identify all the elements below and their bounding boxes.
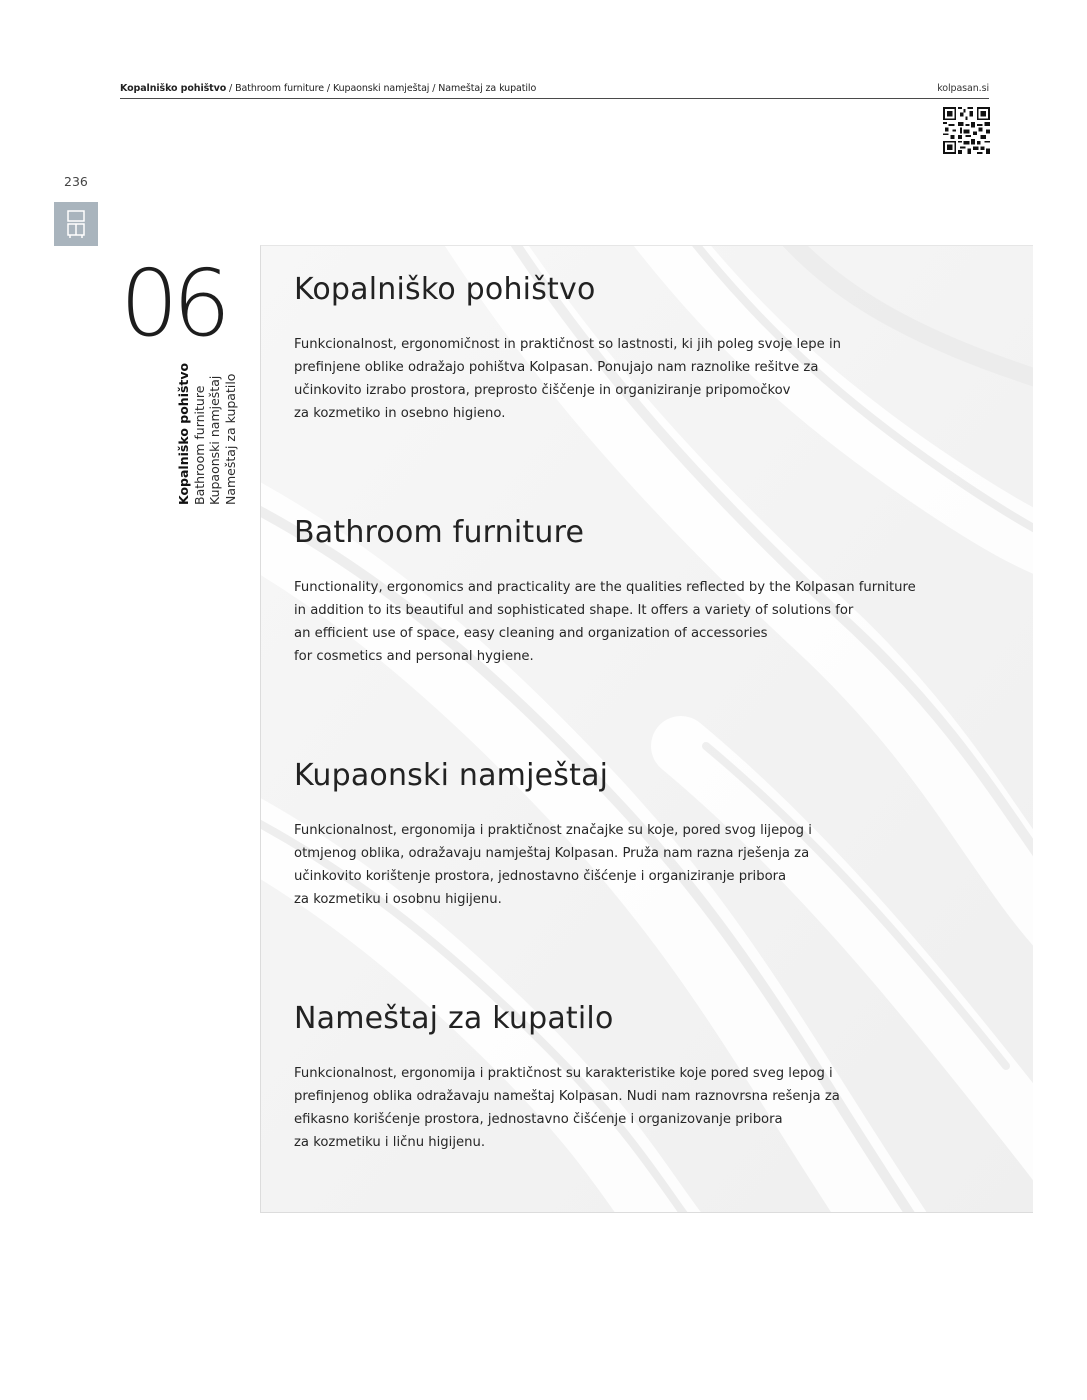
breadcrumb bbox=[120, 83, 536, 94]
page-number: 236 bbox=[64, 174, 88, 189]
bathroom-cabinet-icon bbox=[54, 202, 98, 246]
qr-code-icon[interactable] bbox=[943, 107, 990, 154]
breadcrumb-rest: / Bathroom furniture / Kupaonski namještaj / Nameštaj za kupatilo bbox=[226, 83, 537, 94]
website-link[interactable]: kolpasan.si bbox=[937, 83, 989, 94]
section-en bbox=[294, 515, 994, 668]
chapter-title-sr: Nameštaj za kupatilo bbox=[222, 373, 238, 505]
section-hr bbox=[294, 758, 994, 911]
section-title: Bathroom furniture bbox=[294, 515, 585, 550]
body-line: otmjenog oblika, odražavaju namještaj Kolpasan. Pruža nam razna rješenja za bbox=[294, 846, 810, 861]
category-badge bbox=[54, 202, 98, 246]
section-body bbox=[294, 819, 994, 911]
body-line: an efficient use of space, easy cleaning and organization of accessories bbox=[294, 626, 768, 641]
body-line: efikasno korišćenje prostora, jednostavno čišćenje i organizovanje pribora bbox=[294, 1112, 783, 1127]
body-line: for cosmetics and personal hygiene. bbox=[294, 649, 534, 664]
body-line: za kozmetiku i osobnu higijenu. bbox=[294, 892, 502, 907]
section-body bbox=[294, 1062, 994, 1154]
section-sl bbox=[294, 272, 994, 425]
content-panel bbox=[260, 245, 1033, 1213]
body-line: prefinjenog oblika odražavaju nameštaj Kolpasan. Nudi nam raznovrsna rešenja za bbox=[294, 1089, 840, 1104]
section-sr bbox=[294, 1001, 994, 1154]
body-line: za kozmetiko in osebno higieno. bbox=[294, 406, 506, 421]
chapter-titles bbox=[176, 265, 246, 505]
body-line: Funkcionalnost, ergonomičnost in praktičnost so lastnosti, ki jih poleg svoje lepe in bbox=[294, 337, 841, 352]
chapter-number: 06 bbox=[120, 250, 226, 357]
body-line: Funkcionalnost, ergonomija i praktičnost su karakteristike koje pored sveg lepog i bbox=[294, 1066, 833, 1081]
section-title: Nameštaj za kupatilo bbox=[294, 1001, 614, 1036]
breadcrumb-header bbox=[120, 82, 989, 99]
body-line: Funkcionalnost, ergonomija i praktičnost značajke su koje, pored svog lijepog i bbox=[294, 823, 812, 838]
section-body bbox=[294, 333, 994, 425]
section-title: Kupaonski namještaj bbox=[294, 758, 609, 793]
breadcrumb-current: Kopalniško pohištvo bbox=[120, 83, 227, 94]
chapter-title-en: Bathroom furniture bbox=[191, 385, 207, 505]
body-line: prefinjene oblike odražajo pohištva Kolpasan. Ponujajo nam raznolike rešitve za bbox=[294, 360, 819, 375]
body-line: in addition to its beautiful and sophisticated shape. It offers a variety of solutions for bbox=[294, 603, 854, 618]
section-body bbox=[294, 576, 994, 668]
section-title: Kopalniško pohištvo bbox=[294, 272, 596, 307]
body-line: učinkovito izrabo prostora, preprosto čiščenje in organiziranje pripomočkov bbox=[294, 383, 791, 398]
body-line: učinkovito korištenje prostora, jednostavno čišćenje i organiziranje pribora bbox=[294, 869, 787, 884]
body-line: za kozmetiku i ličnu higijenu. bbox=[294, 1135, 486, 1150]
body-line: Functionality, ergonomics and practicality are the qualities reflected by the Kolpasan furniture bbox=[294, 580, 916, 595]
chapter-title-sl: Kopalniško pohištvo bbox=[176, 362, 191, 505]
chapter-title-hr: Kupaonski namještaj bbox=[207, 375, 222, 505]
